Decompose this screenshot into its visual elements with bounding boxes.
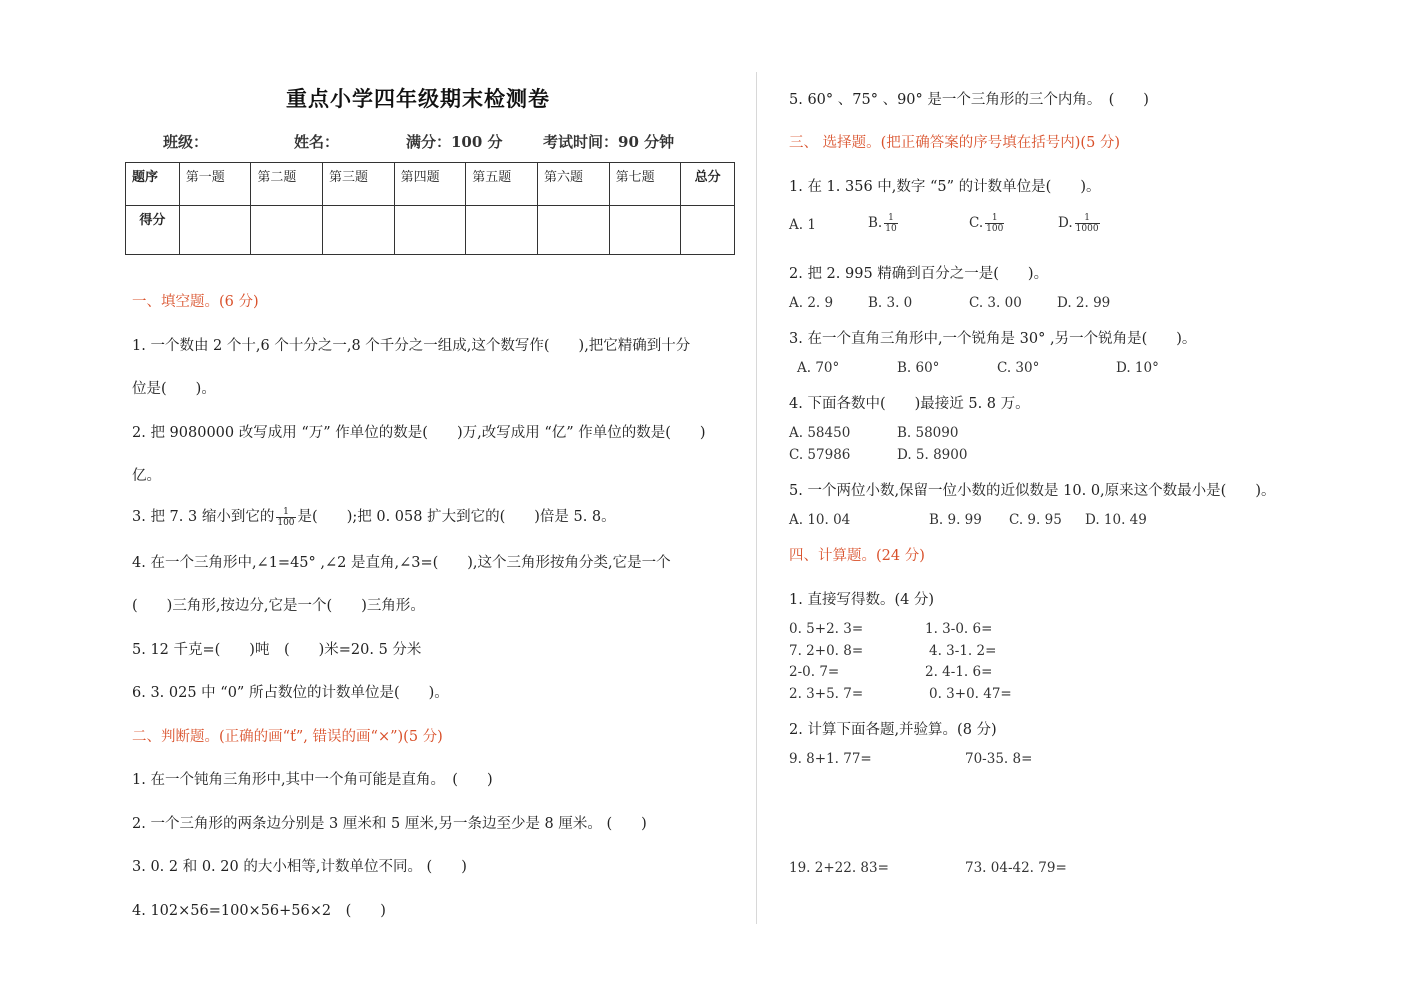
table-cell: 第三题 <box>323 163 395 206</box>
exam-title: 重点小学四年级期末检测卷 <box>286 87 550 111</box>
table-cell: 第二题 <box>251 163 323 206</box>
calc-item: 4. 3-1. 2= <box>929 643 997 659</box>
s1-q1-line2: 位是( )。 <box>132 381 216 397</box>
score-input-cell[interactable] <box>394 206 466 255</box>
calc-item: 9. 8+1. 77= <box>789 751 872 767</box>
fraction-denominator: 10 <box>885 224 897 234</box>
s3-q5-option-a: A. 10. 04 <box>789 512 851 528</box>
s3-q1-option-a: A. 1 <box>789 217 816 233</box>
score-input-cell[interactable] <box>251 206 323 255</box>
s4-q2: 2. 计算下面各题,并验算。(8 分) <box>789 722 997 738</box>
calc-item: 1. 3-0. 6= <box>925 621 993 637</box>
s3-q4-option-c: C. 57986 <box>789 447 851 463</box>
s1-q3-pre: 3. 把 7. 3 缩小到它的 <box>132 509 275 525</box>
calc-item: 0. 3+0. 47= <box>929 686 1012 702</box>
s3-q1-option-b <box>868 213 900 234</box>
score-input-cell[interactable] <box>537 206 609 255</box>
exam-time: 考试时间：90 分钟 <box>543 133 675 151</box>
column-divider <box>756 72 757 924</box>
calc-item: 2. 3+5. 7= <box>789 686 864 702</box>
fraction-numerator: 1 <box>276 507 295 518</box>
score-table-header-row <box>126 163 735 206</box>
fraction <box>276 507 295 528</box>
s3-q3-option-a: A. 70° <box>797 360 840 376</box>
fraction-denominator: 1000 <box>1075 224 1099 234</box>
section1-title: 一、填空题。(6 分) <box>132 294 259 310</box>
table-cell: 第五题 <box>466 163 538 206</box>
s1-q3-post: 是( );把 0. 058 扩大到它的( )倍是 5. 8。 <box>297 509 616 525</box>
s3-q4-option-a: A. 58450 <box>789 425 851 441</box>
s3-q4-option-d: D. 5. 8900 <box>897 447 968 463</box>
fraction-denominator: 100 <box>986 224 1004 234</box>
score-table <box>125 162 735 255</box>
s4-q1: 1. 直接写得数。(4 分) <box>789 592 935 608</box>
s3-q3: 3. 在一个直角三角形中,一个锐角是 30° ,另一个锐角是( )。 <box>789 331 1197 347</box>
fraction <box>884 213 897 234</box>
s2-q4: 4. 102×56=100×56+56×2 ( ) <box>132 903 386 919</box>
calc-item: 73. 04-42. 79= <box>965 860 1067 876</box>
s3-q2-option-c: C. 3. 00 <box>969 295 1022 311</box>
s3-q2-option-b: B. 3. 0 <box>868 295 913 311</box>
s2-q2: 2. 一个三角形的两条边分别是 3 厘米和 5 厘米,另一条边至少是 8 厘米。 ( ) <box>132 816 647 832</box>
score-input-cell[interactable] <box>323 206 395 255</box>
s3-q2-option-a: A. 2. 9 <box>789 295 834 311</box>
table-cell: 第一题 <box>179 163 251 206</box>
s3-q3-option-c: C. 30° <box>997 360 1040 376</box>
s2-q5: 5. 60° 、75° 、90° 是一个三角形的三个内角。 ( ) <box>789 92 1149 108</box>
class-label: 班级： <box>163 133 209 151</box>
s3-q5-option-b: B. 9. 99 <box>929 512 982 528</box>
s3-q1-option-d <box>1058 213 1102 234</box>
score-table-score-row <box>126 206 735 255</box>
table-cell: 得分 <box>126 206 180 255</box>
s3-q1-option-c <box>969 213 1006 234</box>
table-cell: 第七题 <box>609 163 681 206</box>
fraction-numerator: 1 <box>1075 213 1100 224</box>
s2-q1: 1. 在一个钝角三角形中,其中一个角可能是直角。 ( ) <box>132 772 493 788</box>
calc-item: 0. 5+2. 3= <box>789 621 864 637</box>
fraction <box>1075 213 1100 234</box>
s3-q5-option-d: D. 10. 49 <box>1085 512 1147 528</box>
section3-title: 三、 选择题。(把正确答案的序号填在括号内)(5 分) <box>789 135 1121 151</box>
s3-q3-option-b: B. 60° <box>897 360 940 376</box>
fraction <box>985 213 1004 234</box>
score-input-cell[interactable] <box>179 206 251 255</box>
s1-q3 <box>132 505 616 528</box>
calc-item: 19. 2+22. 83= <box>789 860 889 876</box>
score-input-cell[interactable] <box>681 206 735 255</box>
option-label: B. <box>868 215 883 231</box>
table-cell: 第六题 <box>537 163 609 206</box>
s1-q2-line2: 亿。 <box>132 468 161 484</box>
s1-q2-line1: 2. 把 9080000 改写成用 “万” 作单位的数是( )万,改写成用 “亿” 作单位的数是( ) <box>132 425 706 441</box>
section2-title: 二、判断题。(正确的画“ť”, 错误的画“×”)(5 分) <box>132 729 443 745</box>
s3-q5-option-c: C. 9. 95 <box>1009 512 1062 528</box>
table-cell: 题序 <box>126 163 180 206</box>
calc-item: 7. 2+0. 8= <box>789 643 864 659</box>
s1-q1-line1: 1. 一个数由 2 个十,6 个十分之一,8 个千分之一组成,这个数写作( ),把它精确到十分 <box>132 338 691 354</box>
s3-q4-option-b: B. 58090 <box>897 425 959 441</box>
full-score: 满分：100 分 <box>406 133 503 151</box>
table-cell: 总分 <box>681 163 735 206</box>
fraction-numerator: 1 <box>985 213 1004 224</box>
score-input-cell[interactable] <box>466 206 538 255</box>
option-label: C. <box>969 215 984 231</box>
s3-q2: 2. 把 2. 995 精确到百分之一是( )。 <box>789 266 1049 282</box>
s1-q4-line2: ( )三角形,按边分,它是一个( )三角形。 <box>132 598 425 614</box>
s3-q2-option-d: D. 2. 99 <box>1057 295 1111 311</box>
name-label: 姓名： <box>294 133 340 151</box>
calc-item: 70-35. 8= <box>965 751 1033 767</box>
s1-q5: 5. 12 千克=( )吨 ( )米=20. 5 分米 <box>132 642 422 658</box>
fraction-denominator: 100 <box>277 517 295 528</box>
score-input-cell[interactable] <box>609 206 681 255</box>
calc-item: 2-0. 7= <box>789 664 840 680</box>
s3-q5: 5. 一个两位小数,保留一位小数的近似数是 10. 0,原来这个数最小是( )。 <box>789 483 1276 499</box>
calc-item: 2. 4-1. 6= <box>925 664 993 680</box>
s3-q3-option-d: D. 10° <box>1116 360 1159 376</box>
s1-q6: 6. 3. 025 中 “0” 所占数位的计数单位是( )。 <box>132 685 449 701</box>
s2-q3: 3. 0. 2 和 0. 20 的大小相等,计数单位不同。 ( ) <box>132 859 467 875</box>
s3-q1: 1. 在 1. 356 中,数字 “5” 的计数单位是( )。 <box>789 179 1101 195</box>
fraction-numerator: 1 <box>884 213 897 224</box>
section4-title: 四、计算题。(24 分) <box>789 548 925 564</box>
option-label: D. <box>1058 215 1073 231</box>
table-cell: 第四题 <box>394 163 466 206</box>
s3-q4: 4. 下面各数中( )最接近 5. 8 万。 <box>789 396 1030 412</box>
s1-q4-line1: 4. 在一个三角形中,∠1=45° ,∠2 是直角,∠3=( ),这个三角形按角分类,它是一个 <box>132 555 671 571</box>
